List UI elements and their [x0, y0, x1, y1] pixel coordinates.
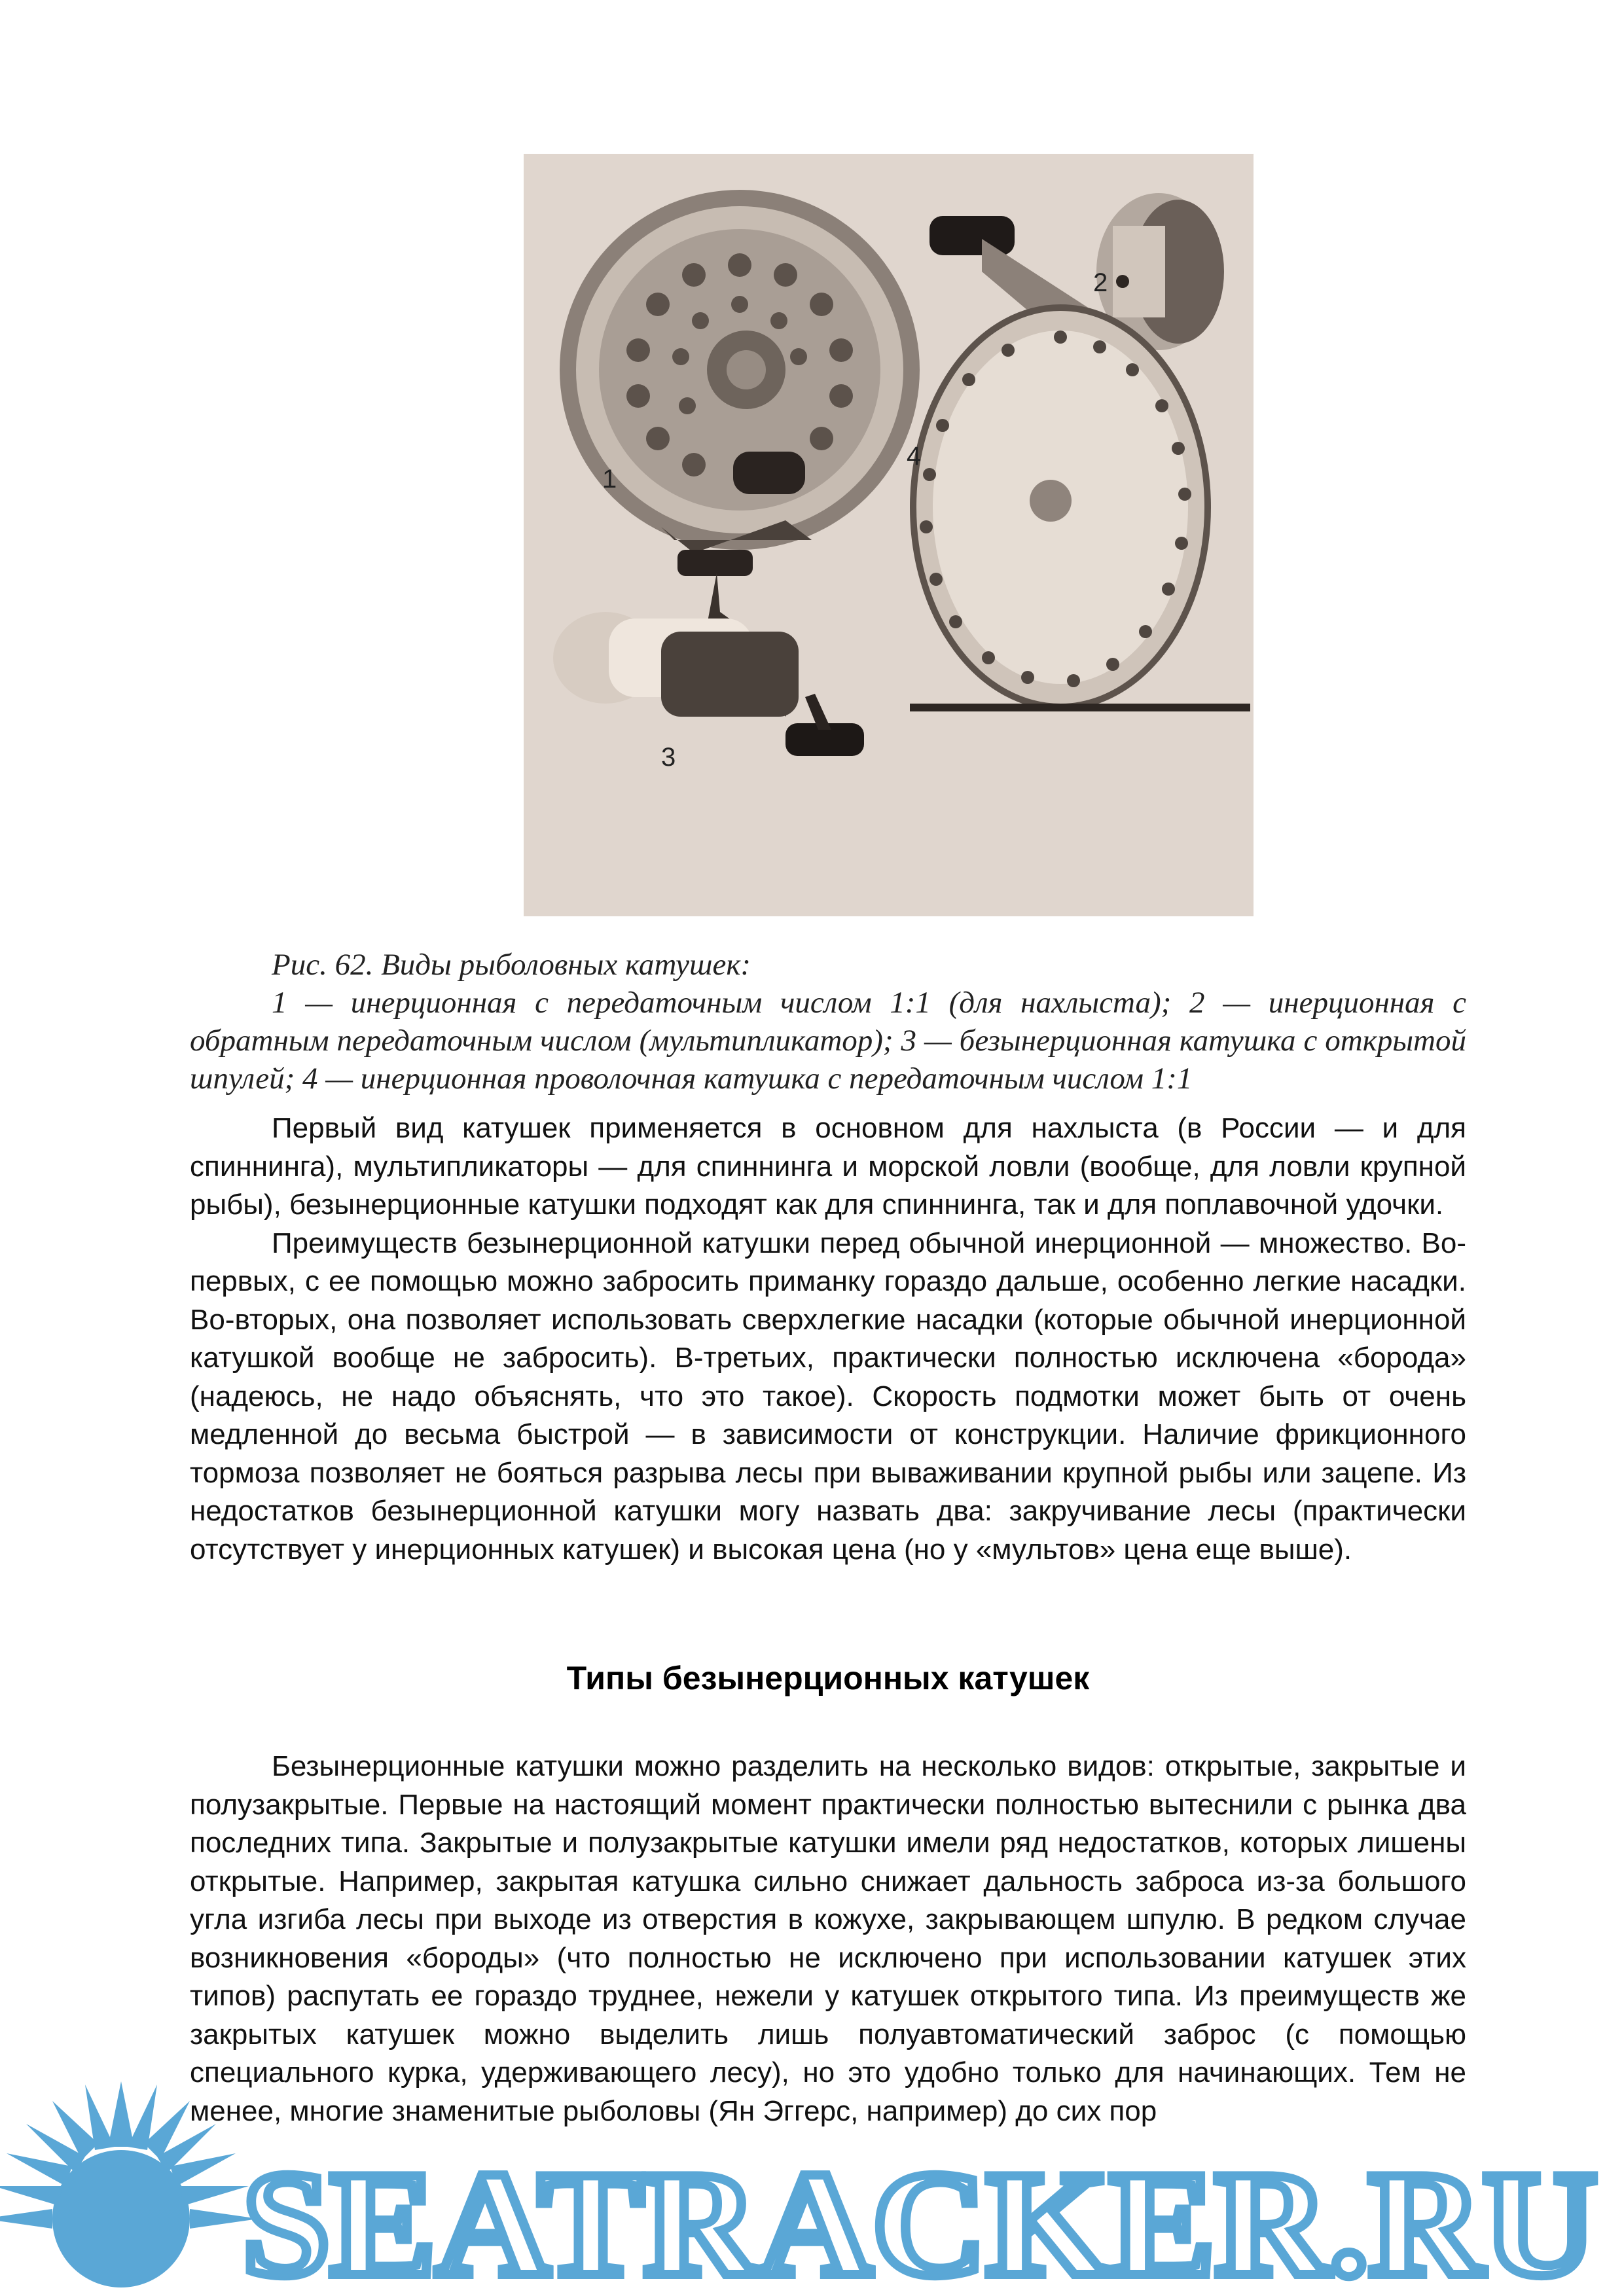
caption-title: Рис. 62. Виды рыболовных катушек: — [272, 948, 751, 982]
paragraph-2: Преимуществ безынерционной катушки перед обычной инерционной — множество. Во-первых, с ее помощью можно забросить приманку гораздо дальше, особенно легкие насадки. Во-вторых, она позволяет использовать сверхлегкие насадки (которые обычной инерционной катушкой вообще не забросить). В-третьих, практически полностью исключена «борода» (надеюсь, не надо объяснять, что это такое). Скорость подмотки может быть от очень медленной до весьма быстрой — в зависимости от конструкции. Наличие фрикционного тормоза позволяет не бояться разрыва лесы при вываживании крупной рыбы или зацепе. Из недостатков безынерционной катушки могу назвать два: закручивание лесы (практически отсутствует у инерционных катушек) и высокая цена (но у «мультов» цена еще выше). — [190, 1227, 1466, 1566]
figure-label-1: 1 — [602, 465, 617, 493]
watermark — [0, 2055, 1624, 2296]
watermark-text: SEATRACKER.RU — [242, 2140, 1597, 2296]
paragraph-1: Первый вид катушек применяется в основном для нахлыста (в России — и для спиннинга), мультипликаторы — для спиннинга и морской ловли (вообще, для ловли крупной рыбы), безынерционные катушки подходят как для спиннинга, так и для поплавочной удочки. — [190, 1112, 1466, 1221]
sun-logo-icon — [0, 2081, 259, 2287]
figure-caption — [190, 946, 1466, 1098]
caption-text: 1 — инерционная с передаточным числом 1:1 (для нахлыста); 2 — инерционная с обратным передаточным числом (мультипликатор); 3 — безынерционная катушка с открытой шпулей; 4 — инерционная проволочная катушка с передаточным числом 1:1 — [190, 986, 1466, 1096]
figure-label-4: 4 — [907, 442, 922, 471]
body-text — [190, 1109, 1466, 1569]
figure-label-3: 3 — [661, 743, 676, 772]
section-paragraph: Безынерционные катушки можно разделить на несколько видов: открытые, закрытые и полузакрытые. Первые на настоящий момент практически полностью вытеснили с рынка два последних типа. Закрытые и полузакрытые катушки имели ряд недостатков, которых лишены открытые. Например, закрытая катушка сильно снижает дальность заброса из-за большого угла изгиба лесы при выходе из отверстия в кожухе, закрывающем шпулю. В редком случае возникновения «бороды» (что полностью не исключено при использовании катушек этих типов) распутать ее гораздо труднее, нежели у катушек открытого типа. Из преимуществ же закрытых катушек можно выделить лишь полуавтоматический заброс (с помощью специального курка, удерживающего лесу), но это удобно только для начинающих. Тем не менее, многие знаменитые рыболовы (Ян Эггерс, например) до сих пор — [190, 1750, 1466, 2127]
reels-figure — [524, 154, 1254, 916]
figure-label-2: 2 — [1093, 268, 1108, 297]
section-heading: Типы безынерционных катушек — [566, 1660, 1090, 1696]
